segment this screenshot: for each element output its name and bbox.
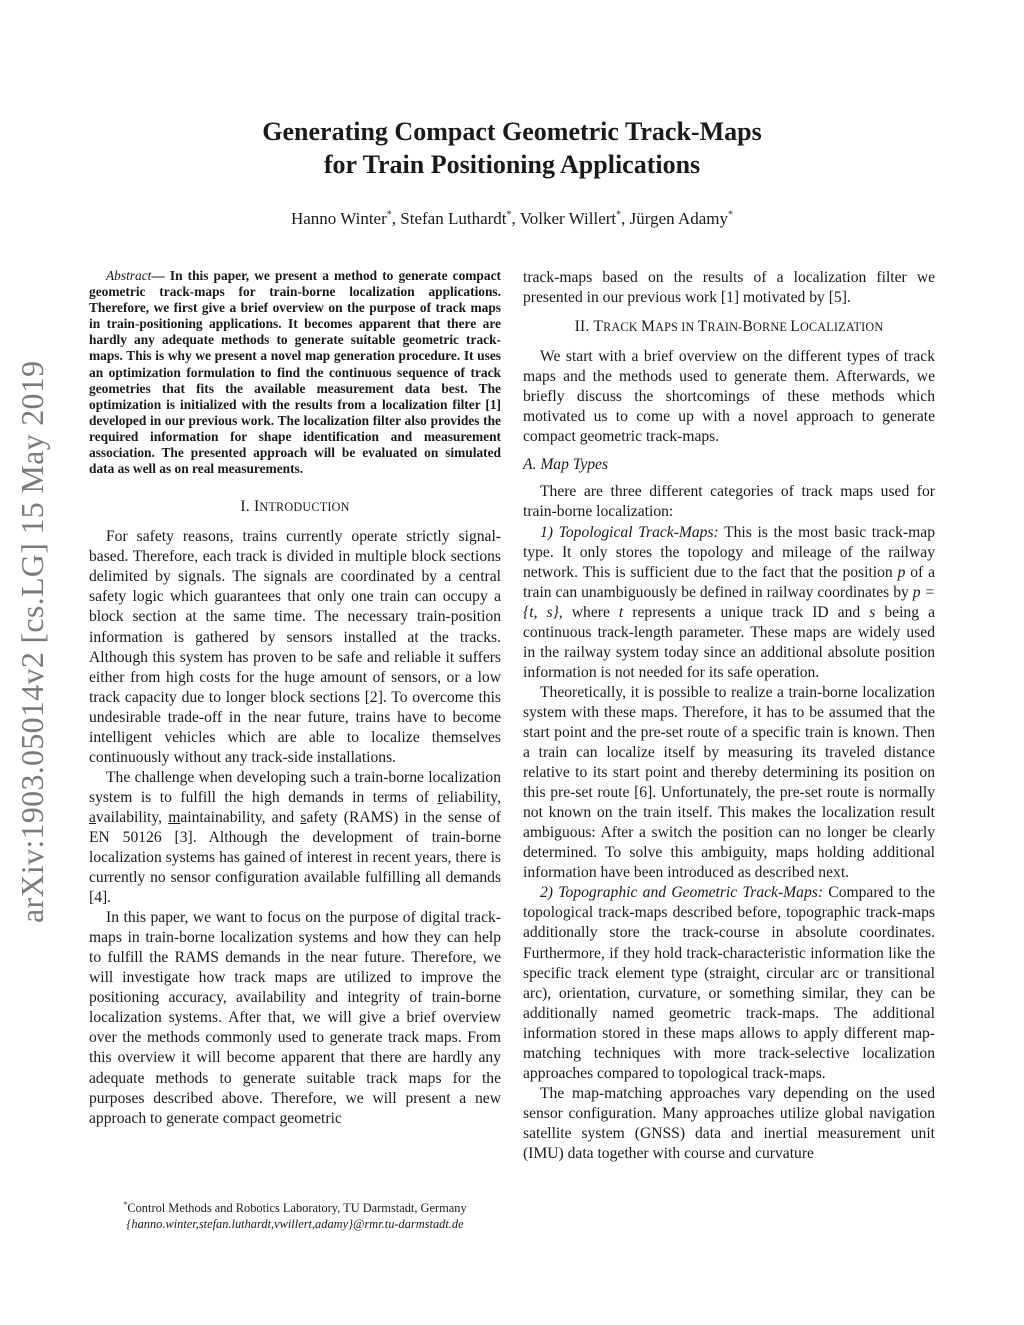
title-rest: RAIN- [707, 320, 743, 335]
affiliation-footnote [89, 1197, 501, 1232]
paragraph-label: 2) Topographic and Geometric Track-Maps: [540, 884, 824, 902]
text-run: in the sense of EN 50126 [3]. Although the development of train-borne localization systems has gained of interest in recent years, there is currently no sensor configuration available fulfilling all demands [4]. [89, 808, 501, 907]
title-initial: M [640, 318, 656, 336]
topological-paragraph-2: Theoretically, it is possible to realize a train-borne localization system with these maps. Therefore, it has to be assumed that the start point and the pre-set route of a specific train is known. Then a train can localize itself by measuring its traveled distance relative to its start point and thereby determining its position on this pre-set route [6]. Unfortunately, the pre-set route is normally not known on the train itself. This makes the localization result ambiguous: After a switch the position can no longer be clearly determined. To solve this ambiguity, maps holding additional information have been introduced as described next. [523, 683, 935, 882]
section-title-rest: NTRODUCTION [259, 500, 350, 515]
topological-paragraph-1 [523, 523, 935, 683]
title-initial: T [697, 318, 708, 336]
title-initial: L [790, 318, 800, 336]
math-formula: p = {t, s} [523, 583, 936, 621]
author-affiliation-mark: * [728, 209, 733, 221]
geometric-paragraph-1 [523, 883, 935, 1083]
title-rest: APS IN [655, 320, 698, 335]
section-number: I. [240, 498, 250, 516]
author-name: Jürgen Adamy [629, 209, 728, 228]
title-line-2: for Train Positioning Applications [323, 150, 701, 179]
text-run: aintainability, and [180, 808, 301, 826]
rams-letter-s: s [300, 808, 307, 826]
title-rest: ORNE [752, 320, 791, 335]
text-run: represents a unique track ID and [623, 603, 870, 621]
footnote-affiliation: Control Methods and Robotics Laboratory, TU Darmstadt, Germany [127, 1201, 467, 1216]
footnote-emails: {hanno.winter,stefan.luthardt,vwillert,adamy}@rmr.tu-darmstadt.de [126, 1217, 464, 1232]
map-types-intro: There are three different categories of track maps used for train-borne localization: [523, 483, 935, 521]
text-run: Compared to the topological track-maps described before, topographic track-maps additionally store the track-course in absolute coordinates. Furthermore, if they hold track-characteristic information like the specific track element type (straight, circular arc or transitional arc), orientation, curvature, or something similar, they can be additionally named geometric track-maps. The additional information stored in these maps allows to apply different map-matching techniques with more track-selective localization approaches compared to topological track-maps. [523, 884, 935, 1082]
text-run: This is the most basic track-map type. It only stores the topology and mileage of the railway network. This is sufficient due to the fact that the position [523, 523, 935, 581]
text-run: , where [558, 603, 619, 621]
text-run: being a continuous track-length parameter. These maps are widely used in the railway system today since an additional absolute position information is not needed for its safe operation. [523, 603, 935, 681]
left-column [89, 268, 501, 1129]
arxiv-identifier: arXiv:1903.05014v2 [cs.LG] 15 May 2019 [14, 360, 50, 923]
author-affiliation-mark: * [616, 209, 622, 221]
right-column [523, 268, 935, 1164]
author-name: Hanno Winter [290, 209, 387, 228]
text-run: of a train can unambiguously be defined in railway coordinates by [523, 563, 935, 601]
section-title-initial: I [253, 498, 260, 516]
author-list: Hanno Winter*, Stefan Luthardt*, Volker Willert*, Jürgen Adamy* [290, 209, 733, 228]
section-heading-introduction [89, 497, 501, 517]
text-run: eliability, [442, 788, 501, 806]
author-affiliation-mark: * [386, 209, 392, 221]
geometric-paragraph-2: The map-matching approaches vary depending on the used sensor configuration. Many approaches utilize global navigation satellite system (GNSS) data and inertial measurement unit (IMU) data together with course and curvature [523, 1084, 935, 1162]
footnote-mark: * [123, 1200, 128, 1209]
title-rest: OCALIZATION [799, 320, 884, 335]
paragraph-label: 1) Topological Track-Maps: [540, 523, 719, 541]
text-run: afety (RAMS) [306, 808, 399, 826]
math-variable: t [618, 603, 624, 621]
title-initial: T [593, 318, 604, 336]
rams-letter-r: r [437, 788, 443, 806]
rams-letter-a: a [89, 808, 96, 826]
author-name: Stefan Luthardt [400, 209, 507, 228]
subsection-heading-map-types: A. Map Types [523, 456, 609, 474]
rams-letter-m: m [168, 808, 181, 826]
intro-paragraph-3: In this paper, we want to focus on the purpose of digital track-maps in train-borne localization systems and how they can help to fulfill the RAMS demands in the near future. Therefore, we will investigate how track maps are utilized to improve the positioning accuracy, availability and integrity of train-borne localization systems. After that, we will give a brief overview over the methods commonly used to generate track maps. From this overview it will become apparent that there are hardly any adequate methods to generate suitable track maps for the purposes described above. Therefore, we will present a new approach to generate compact geometric [89, 909, 501, 1127]
intro-paragraph-1: For safety reasons, trains currently operate strictly signal-based. Therefore, each track is divided in multiple block sections delimited by signals. The signals are coordinated by a central safety logic which guarantees that only one train can occupy a block section at the same time. The necessary train-position information is gathered by sensors installed at the tracks. Although this system has proven to be safe and reliable it suffers either from high costs for the huge amount of sensors, or a low track capacity due to longer block sections [2]. To overcome this undesirable trade-off in the near future, trains have to become intelligent vehicles which are able to localize themselves continuously without any track-side installations. [89, 528, 501, 766]
math-variable: p [897, 563, 906, 581]
paper-title [0, 115, 1024, 181]
text-run: vailability, [95, 808, 169, 826]
intro-paragraph-2 [89, 768, 501, 908]
text-run: The challenge when developing such a train-borne localization system is to fulfill the high demands in terms of [89, 768, 501, 806]
author-name: Volker Willert [519, 209, 617, 228]
abstract-label: Abstract [106, 268, 152, 283]
section2-paragraph-1: We start with a brief overview on the different types of track maps and the methods used to generate them. Afterwards, we briefly discuss the shortcomings of these methods which motivated us to come up with a novel approach to generate compact geometric track-maps. [523, 348, 935, 446]
section-heading-track-maps [523, 317, 935, 337]
title-rest: RACK [603, 320, 641, 335]
intro-paragraph-3-continued: track-maps based on the results of a localization filter we presented in our previous work [1] motivated by [5]. [523, 269, 935, 307]
math-variable: s [869, 603, 876, 621]
title-initial: B [742, 318, 753, 336]
abstract: Abstract— In this paper, we present a method to generate compact geometric track-maps for train-borne localization applications. Therefore, we first give a brief overview on the purpose of track maps in train-positioning applications. It becomes apparent that there are hardly any adequate methods to generate suitable geometric track-maps. This is why we present a novel map generation procedure. It uses an optimization formulation to find the continuous sequence of track geometries that fits the available measurement data best. The optimization is initialized with the results from a localization filter [1] developed in our previous work. The localization filter also provides the required information for shape identification and measurement association. The presented approach will be evaluated on simulated data as well as on real measurements. [89, 268, 501, 477]
abstract-text: In this paper, we present a method to generate compact geometric track-maps for train-borne localization applications. Therefore, we first give a brief overview on the purpose of track maps in train-positioning applications. It becomes apparent that there are hardly any adequate methods to generate suitable geometric track-maps. This is why we present a novel map generation procedure. It uses an optimization formulation to find the continuous sequence of track geometries that fits the available measurement data best. The optimization is initialized with the results from a localization filter [1] developed in our previous work. The localization filter also provides the required information for shape identification and measurement association. The presented approach will be evaluated on simulated data as well as on real measurements. [89, 268, 501, 477]
section-number: II. [574, 318, 590, 336]
title-line-1: Generating Compact Geometric Track-Maps [262, 117, 762, 146]
author-affiliation-mark: * [506, 209, 512, 221]
